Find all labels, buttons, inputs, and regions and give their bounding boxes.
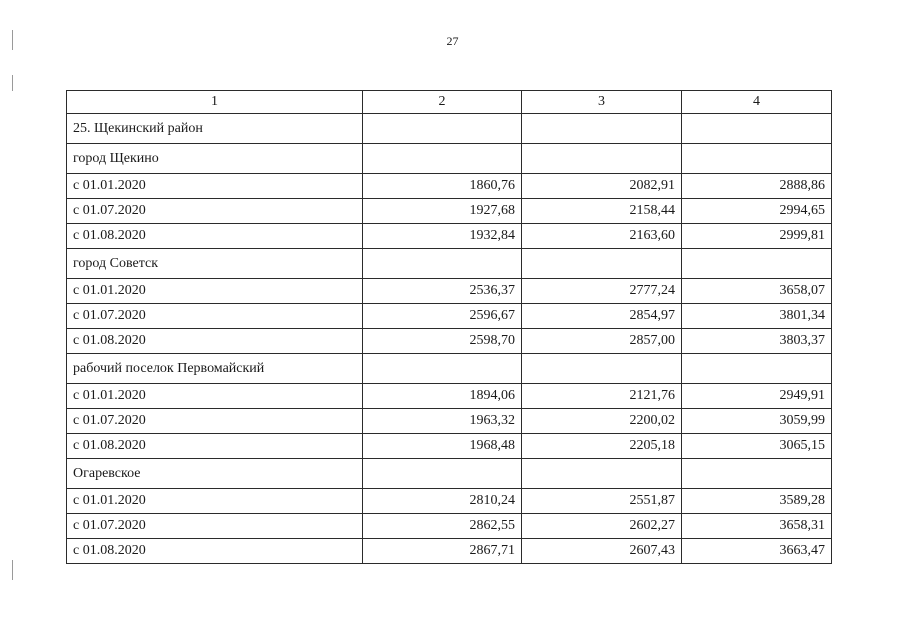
date-label: с 01.08.2020 [67, 539, 363, 564]
value-cell: 3658,31 [682, 514, 832, 539]
table-row [67, 384, 832, 409]
value-cell [522, 144, 682, 174]
value-cell: 2205,18 [522, 434, 682, 459]
value-cell [682, 459, 832, 489]
table-row [67, 514, 832, 539]
page-number: 27 [446, 34, 459, 48]
value-cell [682, 144, 832, 174]
value-cell: 2163,60 [522, 224, 682, 249]
margin-mark [12, 560, 13, 580]
table-row [67, 224, 832, 249]
value-cell: 2551,87 [522, 489, 682, 514]
value-cell: 3589,28 [682, 489, 832, 514]
section-label: Огаревское [67, 459, 363, 489]
value-cell: 3658,07 [682, 279, 832, 304]
table-row [67, 279, 832, 304]
value-cell: 2854,97 [522, 304, 682, 329]
column-header: 4 [682, 91, 832, 114]
table-row [67, 199, 832, 224]
value-cell [522, 249, 682, 279]
table-row [67, 434, 832, 459]
section-row [67, 114, 832, 144]
value-cell: 2121,76 [522, 384, 682, 409]
value-cell: 2158,44 [522, 199, 682, 224]
date-label: с 01.01.2020 [67, 384, 363, 409]
margin-mark [12, 75, 13, 91]
value-cell [363, 144, 522, 174]
value-cell [363, 354, 522, 384]
column-header: 3 [522, 91, 682, 114]
value-cell: 2994,65 [682, 199, 832, 224]
date-label: с 01.07.2020 [67, 409, 363, 434]
date-label: с 01.07.2020 [67, 304, 363, 329]
date-label: с 01.01.2020 [67, 489, 363, 514]
date-label: с 01.01.2020 [67, 279, 363, 304]
table-row [67, 539, 832, 564]
section-row [67, 354, 832, 384]
date-label: с 01.01.2020 [67, 174, 363, 199]
date-label: с 01.08.2020 [67, 329, 363, 354]
section-row [67, 249, 832, 279]
value-cell [363, 459, 522, 489]
value-cell: 2949,91 [682, 384, 832, 409]
date-label: с 01.08.2020 [67, 224, 363, 249]
value-cell: 1927,68 [363, 199, 522, 224]
table-row [67, 174, 832, 199]
table-row [67, 489, 832, 514]
value-cell: 1963,32 [363, 409, 522, 434]
column-header: 2 [363, 91, 522, 114]
section-row [67, 144, 832, 174]
section-label: город Советск [67, 249, 363, 279]
value-cell [363, 249, 522, 279]
table-row [67, 329, 832, 354]
value-cell: 2602,27 [522, 514, 682, 539]
value-cell: 2082,91 [522, 174, 682, 199]
date-label: с 01.08.2020 [67, 434, 363, 459]
date-label: с 01.07.2020 [67, 199, 363, 224]
column-header: 1 [67, 91, 363, 114]
value-cell: 3801,34 [682, 304, 832, 329]
value-cell: 3065,15 [682, 434, 832, 459]
value-cell: 2857,00 [522, 329, 682, 354]
value-cell: 1860,76 [363, 174, 522, 199]
value-cell: 1968,48 [363, 434, 522, 459]
date-label: с 01.07.2020 [67, 514, 363, 539]
rates-table [66, 90, 832, 564]
value-cell: 2200,02 [522, 409, 682, 434]
value-cell: 2607,43 [522, 539, 682, 564]
table-body [67, 91, 832, 564]
value-cell [522, 459, 682, 489]
value-cell [682, 249, 832, 279]
section-row [67, 459, 832, 489]
value-cell: 3663,47 [682, 539, 832, 564]
value-cell [522, 354, 682, 384]
section-label: рабочий поселок Первомайский [67, 354, 363, 384]
value-cell: 1932,84 [363, 224, 522, 249]
value-cell [363, 114, 522, 144]
value-cell [522, 114, 682, 144]
table-row [67, 304, 832, 329]
margin-mark [12, 30, 13, 50]
value-cell: 3059,99 [682, 409, 832, 434]
header-row [67, 91, 832, 114]
value-cell: 2888,86 [682, 174, 832, 199]
value-cell: 2810,24 [363, 489, 522, 514]
value-cell: 2777,24 [522, 279, 682, 304]
value-cell [682, 354, 832, 384]
value-cell [682, 114, 832, 144]
value-cell: 2862,55 [363, 514, 522, 539]
value-cell: 3803,37 [682, 329, 832, 354]
value-cell: 2598,70 [363, 329, 522, 354]
value-cell: 2596,67 [363, 304, 522, 329]
section-label: 25. Щекинский район [67, 114, 363, 144]
value-cell: 2999,81 [682, 224, 832, 249]
value-cell: 2536,37 [363, 279, 522, 304]
section-label: город Щекино [67, 144, 363, 174]
value-cell: 2867,71 [363, 539, 522, 564]
value-cell: 1894,06 [363, 384, 522, 409]
table-row [67, 409, 832, 434]
